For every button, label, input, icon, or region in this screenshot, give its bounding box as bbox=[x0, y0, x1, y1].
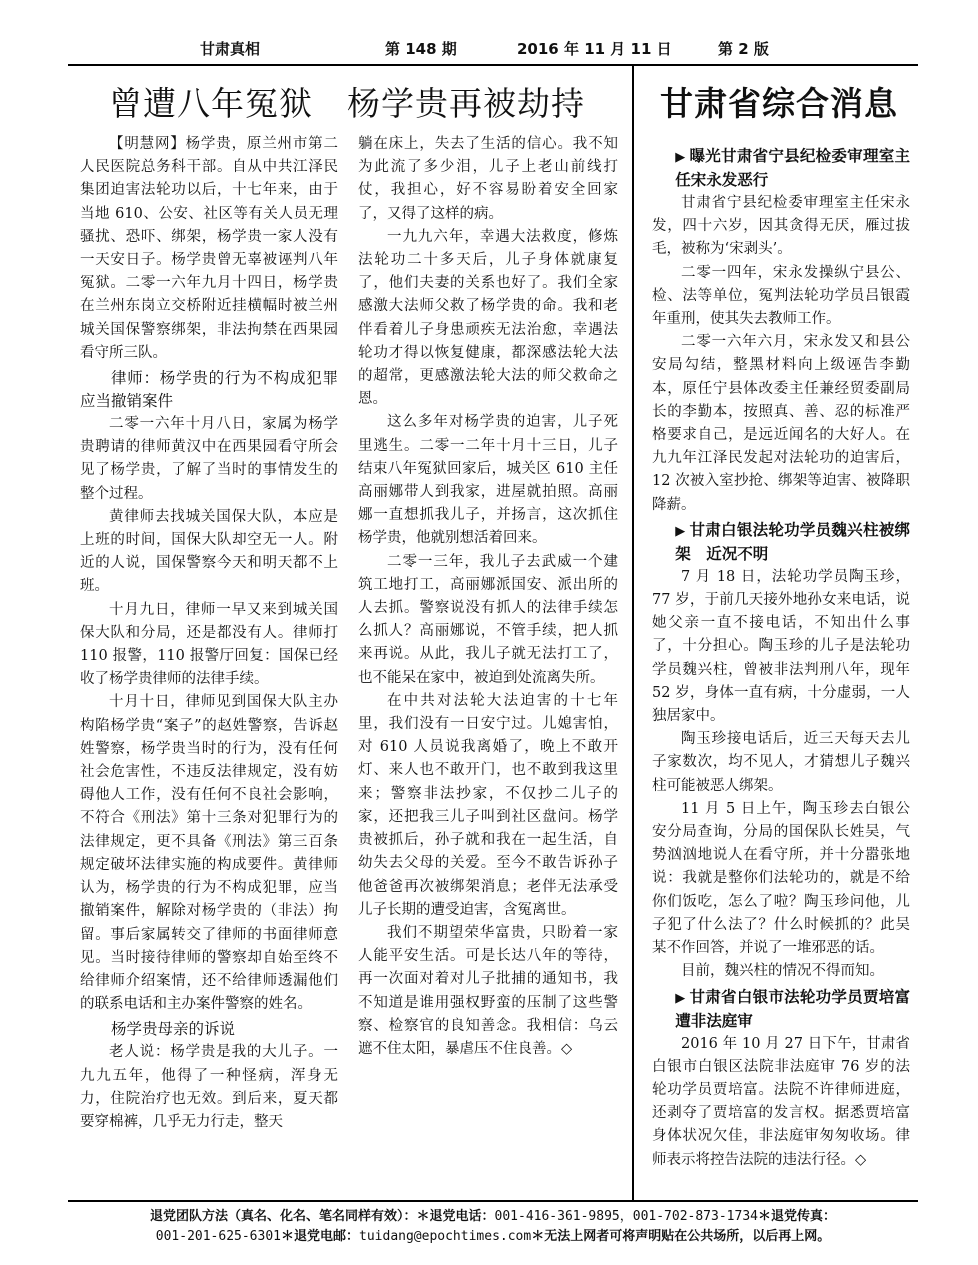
arrow-right-icon: ▶ bbox=[675, 990, 686, 1006]
paragraph: 十月九日，律师一早又来到城关国保大队和分局，还是都没有人。律师打 110 报警，110 报警厅回复：国保已经收了杨学贵律师的法律手续。 bbox=[80, 601, 338, 688]
paragraph: 十月十日，律师见到国保大队主办构陷杨学贵“案子”的赵姓警察，告诉赵姓警察，杨学贵当时的行为，没有任何社会危害性，不违反法律规定，没有妨碍他人工作，没有任何不良社会影响，不符合《刑法》第十三条对犯罪行为的法律规定，更不具备《刑法》第三百条规定破坏法律实施的构成要件。黄律师认为，杨学贵的行为不构成犯罪，应当撤销案件，解除对杨学贵的（非法）拘留。事后家属转交了律师的书面律师意见。当时接待律师的警察却自始至终不给律师介绍案情，还不给律师透漏他们的联系电话和主办案件警察的姓名。 bbox=[80, 694, 338, 1013]
bottom-rule bbox=[68, 1200, 918, 1202]
main-headline: 曾遭八年冤狱 杨学贵再被劫持 bbox=[109, 84, 585, 123]
top-rule bbox=[68, 64, 918, 66]
article-column-1 bbox=[80, 133, 370, 1195]
subheading-mother: 杨学贵母亲的诉说 bbox=[111, 1020, 236, 1039]
paragraph: 甘肃省宁县纪检委审理室主任宋永发，四十六岁，因其贪得无厌，雁过拔毛，被称为‘宋剥头’。 bbox=[652, 195, 910, 258]
news-item-title: ▶ 甘肃省白银市法轮功学员贾培富遭非法庭审 bbox=[675, 987, 910, 1030]
paragraph: 目前，魏兴柱的情况不得而知。 bbox=[681, 963, 884, 980]
footer-fax: 001-201-625-6301 bbox=[155, 1229, 281, 1244]
paragraph: 我们不期望荣华富贵，只盼着一家人能平安生活。可是长达八年的等待，再一次面对着对儿子批捕的通知书，我不知道是谁用强权野蛮的压制了这些警察、检察官的良知善念。我相信：乌云遮不住太阳，暴虐压不住良善。◇ bbox=[358, 924, 618, 1057]
footer-email: tuidang@epochtimes.com bbox=[359, 1229, 532, 1244]
subheading-lawyer: 律师：杨学贵的行为不构成犯罪 应当撤销案件 bbox=[80, 369, 370, 411]
paragraph: 二零一四年，宋永发操纵宁县公、检、法等单位，冤判法轮功学员吕银霞年重刑，使其失去教师工作。 bbox=[652, 264, 910, 328]
paragraph: 二零一三年，我儿子去武威一个建筑工地打工，高丽娜派国安、派出所的人去抓。警察说没有抓人的法律手续怎么抓人？高丽娜说，不管手续，把人抓来再说。从此，我儿子就无法打工了，也不能呆在家中，被迫到处流离失所。 bbox=[358, 553, 618, 686]
paragraph: 黄律师去找城关国保大队，本应是上班的时间，国保大队却空无一人。附近的人说，国保警察今天和明天都不上班。 bbox=[80, 508, 338, 595]
article-column-2 bbox=[358, 133, 618, 1195]
page-header bbox=[0, 38, 978, 58]
arrow-right-icon: ▶ bbox=[675, 523, 686, 539]
paragraph: 陶玉珍接电话后，近三天每天去儿子家数次，均不见人，才猜想儿子魏兴柱可能被恶人绑架。 bbox=[652, 731, 910, 794]
paragraph: 老人说：杨学贵是我的大儿子。一九九五年，他得了一种怪病，浑身无力，住院治疗也无效。到后来，夏天都要穿棉裤，几乎无力行走，整天 bbox=[80, 1044, 338, 1130]
arrow-right-icon: ▶ bbox=[675, 150, 686, 165]
news-item-title: ▶ 甘肃白银法轮功学员魏兴柱被绑架 近况不明 bbox=[675, 520, 910, 563]
footer-notice: 退党团队方法（真名、化名、笔名同样有效）：＊退党电话：001-416-361-9895，001-702-873-1734＊退党传真： 001-201-625-6301＊退党电邮：tuidang@epochtimes.com＊无法上网者可将声明贴在公共场所，以后再上网。 bbox=[150, 1209, 836, 1244]
paragraph: 这么多年对杨学贵的迫害，儿子死里逃生。二零一二年十月十三日，儿子结束八年冤狱回家后，城关区 610 主任高丽娜带人到我家，进屋就拍照。高丽娜一直想抓我儿子，并扬言，这次抓住杨学贵，他就别想活着回来。 bbox=[358, 414, 618, 547]
column-divider bbox=[632, 64, 634, 1200]
paragraph: 躺在床上，失去了生活的信心。我不知为此流了多少泪，儿子上老山前线打仗，我担心，好不容易盼着安全回家了，又得了这样的病。 bbox=[358, 136, 618, 222]
news-column bbox=[652, 143, 910, 1198]
page-number: 第 2 版 bbox=[718, 40, 769, 58]
article-intro: 【明慧网】杨学贵，原兰州市第二人民医院总务科干部。自从中共江泽民集团迫害法轮功以后，十七年来，由于当地 610、公安、社区等有关人员无理骚扰、恐吓、绑架，杨学贵一家人没有一天安日子。杨学贵曾无辜被诬判八年冤狱。二零一六年九月十四日，杨学贵在兰州东岗立交桥附近挂横幅时被兰州城关国保警察绑架，非法拘禁在西果园看守所三队。 bbox=[80, 136, 338, 361]
section-masthead: 甘肃省综合消息 bbox=[660, 84, 898, 123]
issue-date: 2016 年 11 月 11 日 bbox=[517, 40, 672, 58]
paper-name: 甘肃真相 bbox=[200, 40, 261, 58]
paragraph: 2016 年 10 月 27 日下午，甘肃省白银市白银区法院非法庭审 76 岁的法轮功学员贾培富。法院不许律师进庭，还剥夺了贾培富的发言权。据悉贾培富身体状况欠佳，非法庭审匆匆收场。律师表示将控告法院的违法行径。◇ bbox=[652, 1035, 910, 1168]
paragraph: 11 月 5 日上午，陶玉珍去白银公安分局查询，分局的国保队长姓吴，气势汹汹地说人在看守所，并十分嚣张地说：我就是整你们法轮功的，就是不给你们饭吃，怎么了啦？陶玉珍问他，儿子犯了什么法了？什么时候抓的？此吴某不作回答，并说了一堆邪恶的话。 bbox=[652, 800, 910, 957]
paragraph: 一九九六年，幸遇大法救度，修炼法轮功二十多天后，儿子身体就康复了，他们夫妻的关系也好了。我们全家感激大法师父救了杨学贵的命。我和老伴看着儿子身患顽疾无法治愈，幸遇法轮功才得以恢复健康，都深感法轮大法的超常，更感激法轮大法的师父救命之恩。 bbox=[358, 228, 618, 408]
footer-phones: 001-416-361-9895，001-702-873-1734 bbox=[494, 1209, 758, 1224]
paragraph: 二零一六年十月八日，家属为杨学贵聘请的律师黄汉中在西果园看守所会见了杨学贵，了解了当时的事情发生的整个过程。 bbox=[80, 416, 338, 502]
paragraph: 二零一六年六月，宋永发又和县公安局勾结，整黑材料向上级诬告李勤本，原任宁县体改委主任兼经贸委副局长的李勤本，按照真、善、忍的标准严格要求自己，是远近闻名的大好人。在九九年江泽民发起对法轮功的迫害后，12 次被入室抄抢、绑架等迫害、被降职降薪。 bbox=[652, 334, 910, 513]
news-item-title: ▶ 曝光甘肃省宁县纪检委审理室主任宋永发恶行 bbox=[675, 147, 910, 189]
paragraph: 7 月 18 日，法轮功学员陶玉珍，77 岁，于前几天接外地孙女来电话，说她父亲一直不接电话，不知出什么事了，十分担心。陶玉珍的儿子是法轮功学员魏兴柱，曾被非法判刑八年，现年 52 岁，身体一直有病，十分虚弱，一人独居家中。 bbox=[652, 568, 910, 725]
issue-number: 第 148 期 bbox=[385, 40, 457, 58]
paragraph: 在中共对法轮大法迫害的十七年里，我们没有一日安宁过。儿媳害怕，对 610 人员说我离婚了，晚上不敢开灯、来人也不敢开门，也不敢到我这里来；警察非法抄家，不仅抄二儿子的家，还把我三儿子叫到社区盘问。杨学贵被抓后，孙子就和我在一起生活，自幼失去父母的关爱。至今不敢告诉孙子他爸爸再次被绑架消息；老伴无法承受儿子长期的遭受迫害，含冤离世。 bbox=[358, 692, 618, 918]
